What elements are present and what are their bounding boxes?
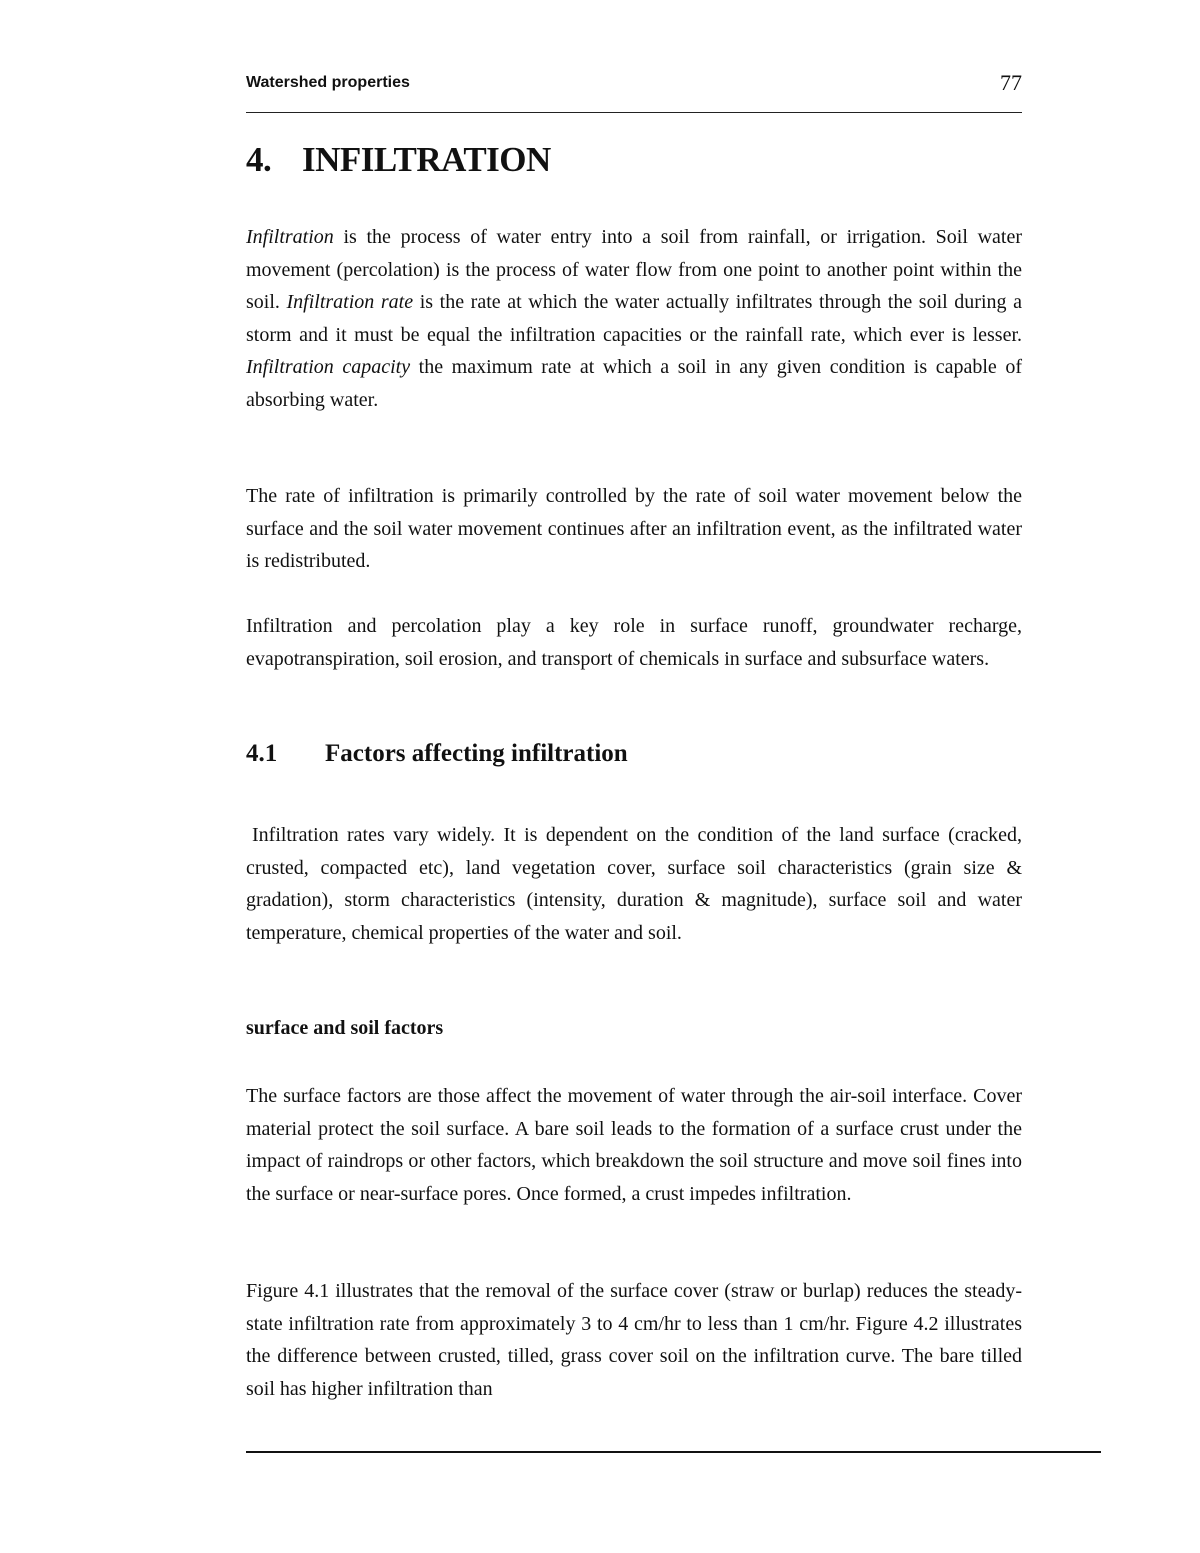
running-title: Watershed properties bbox=[246, 74, 410, 91]
chapter-heading-text: INFILTRATION bbox=[302, 140, 551, 179]
subheading-surface-soil-factors: surface and soil factors bbox=[246, 1017, 444, 1039]
paragraph-infiltration-definition bbox=[246, 221, 1022, 417]
page-header bbox=[246, 70, 1022, 100]
paragraph-rate-control: The rate of infiltration is primarily controlled by the rate of soil water movement below the surface and the soil water movement continues after an infiltration event, as the infiltrated water is redistributed. bbox=[246, 485, 1022, 573]
paragraph-text: is the rate at which the water actually infiltrates through the soil during a storm and it must be equal the infiltration capacities or the rainfall rate, which ever is lesser. bbox=[246, 291, 1023, 346]
chapter-number: 4. bbox=[246, 140, 272, 179]
header-rule bbox=[246, 112, 1022, 113]
footer-rule bbox=[246, 1451, 1101, 1453]
section-number: 4.1 bbox=[246, 740, 278, 767]
page-number: 77 bbox=[1000, 70, 1022, 95]
term-infiltration-capacity: Infiltration capacity bbox=[246, 356, 411, 379]
paragraph-figure-discussion: Figure 4.1 illustrates that the removal of the surface cover (straw or burlap) reduces the steady-state infiltration rate from approximately 3 to 4 cm/hr to less than 1 cm/hr. Figure 4.2 illustrates the difference between crusted, tilled, grass cover soil on the infiltration curve. The bare tilled soil has higher infiltration than bbox=[246, 1280, 1022, 1400]
term-infiltration-rate: Infiltration rate bbox=[286, 291, 414, 314]
paragraph-text: the maximum rate at which a soil in any given condition is capable of absorbing water. bbox=[246, 356, 1022, 411]
section-title bbox=[246, 740, 628, 768]
term-infiltration: Infiltration bbox=[246, 226, 334, 248]
paragraph-infiltration-role: Infiltration and percolation play a key role in surface runoff, groundwater recharge, evapotranspiration, soil erosion, and transport of chemicals in surface and subsurface waters. bbox=[246, 615, 1022, 670]
chapter-title bbox=[246, 140, 551, 180]
paragraph-surface-factors: The surface factors are those affect the movement of water through the air-soil interface. Cover material protect the soil surface. A bare soil leads to the formation of a surface crust under the impact of raindrops or other factors, which breakdown the soil structure and move soil fines into the surface or near-surface pores. Once formed, a crust impedes infiltration. bbox=[246, 1085, 1022, 1205]
paragraph-text: is the process of water entry into a soil from rainfall, or irrigation. Soil water movement (percolation) is the process of water flow from one point to another point within the soil. bbox=[246, 226, 1022, 314]
section-heading-text: Factors affecting infiltration bbox=[325, 740, 628, 767]
paragraph-infiltration-rates: Infiltration rates vary widely. It is dependent on the condition of the land surface (cracked, crusted, compacted etc), land vegetation cover, surface soil characteristics (grain size & gradation), storm characteristics (intensity, duration & magnitude), surface soil and water temperature, chemical properties of the water and soil. bbox=[246, 824, 1022, 944]
